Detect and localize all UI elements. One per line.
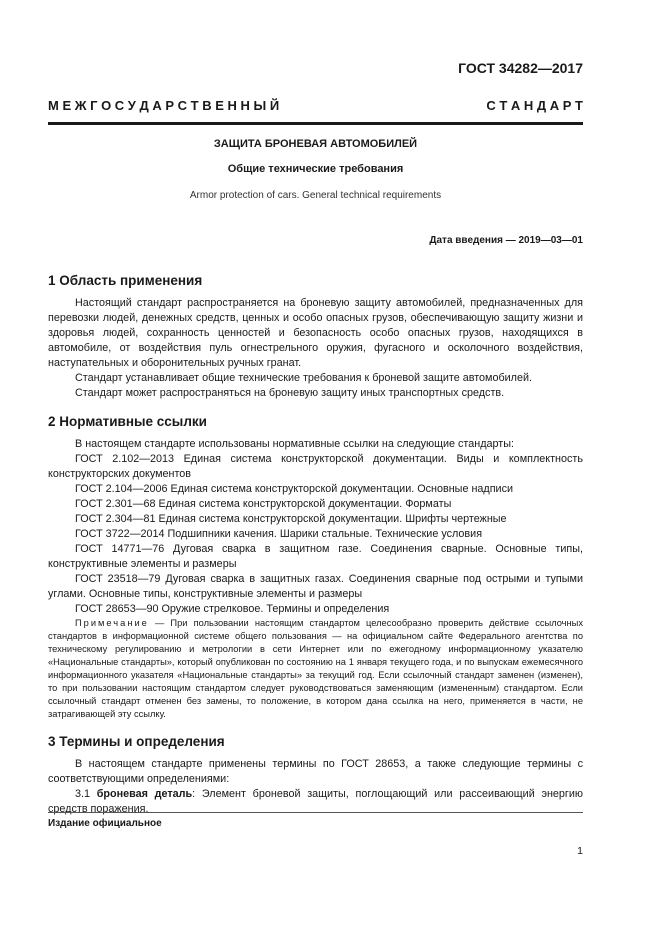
section-terms bbox=[48, 733, 583, 817]
paragraph: Стандарт устанавливает общие технические требования к броневой защите автомобилей. bbox=[75, 372, 533, 384]
section-heading: 1 Область применения bbox=[48, 273, 203, 288]
note bbox=[48, 617, 583, 721]
section-scope bbox=[48, 272, 583, 401]
note-label: Примечание bbox=[75, 618, 149, 628]
english-title: Armor protection of cars. General technical requirements bbox=[189, 190, 442, 201]
section-heading: 3 Термины и определения bbox=[48, 734, 225, 749]
reference-item: ГОСТ 3722—2014 Подшипники качения. Шарики стальные. Технические условия bbox=[75, 528, 483, 540]
page-number: 1 bbox=[577, 845, 583, 857]
reference-item: ГОСТ 2.102—2013 Единая система конструкторской документации. Виды и комплектность конструкторских документов bbox=[48, 453, 583, 480]
definition-text: : Элемент броневой защиты, поглощающий или рассеивающий энергию средств поражения. bbox=[48, 788, 583, 815]
interstate-standard-banner bbox=[48, 98, 583, 113]
paragraph: Настоящий стандарт распространяется на броневую защиту автомобилей, предназначенных для перевозки людей, денежных средств, ценных и особо опасных грузов, обеспечивающую защиту жизни и здоровья людей, сохранность ценностей и безопасность особо опасных грузов, находящихся в автомобиле, от воздействия пуль огнестрельного оружия, фугасного и осколочного воздействия, наступательных и оборонительных ручных гранат. bbox=[48, 297, 583, 369]
definition-term: броневая деталь bbox=[96, 788, 193, 800]
reference-item: ГОСТ 28653—90 Оружие стрелковое. Термины и определения bbox=[75, 603, 390, 615]
section-heading: 2 Нормативные ссылки bbox=[48, 414, 207, 429]
interstate-label: М Е Ж Г О С У Д А Р С Т В Е Н Н Ы Й bbox=[48, 98, 280, 113]
document-body bbox=[48, 272, 583, 829]
footer-rule bbox=[48, 812, 583, 813]
document-subtitle: Общие технические требования bbox=[227, 163, 404, 175]
header-rule bbox=[48, 122, 583, 125]
note-text: — При пользовании настоящим стандартом целесообразно проверить действие ссылочных стандартов в информационной системе общего пользования — на официальном сайте Федерального агентства по техническому регулированию и метрологии в сети Интернет или по ежегодному информационному указателю «Национальные стандарты», который опубликован по состоянию на 1 января текущего года, и по выпускам ежемесячного информационного указателя «Национальные стандарты» за текущий год. Если ссылочный стандарт заменен (изменен), то при пользовании настоящим стандартом следует руководствоваться заменяющим (измененным) стандартом. Если ссылочный стандарт отменен без замены, то положение, в котором дана ссылка на него, применяется в части, не затрагивающей эту ссылку. bbox=[48, 618, 583, 719]
reference-item: ГОСТ 23518—79 Дуговая сварка в защитных газах. Соединения сварные под острыми и тупыми углами. Основные типы, конструктивные элементы и размеры bbox=[48, 573, 583, 600]
introduction-date: Дата введения — 2019—03—01 bbox=[429, 235, 583, 246]
official-edition: Издание официальное bbox=[48, 818, 162, 829]
definition-number: 3.1 bbox=[75, 788, 97, 800]
paragraph: Стандарт может распространяться на броневую защиту иных транспортных средств. bbox=[75, 387, 505, 399]
reference-item: ГОСТ 14771—76 Дуговая сварка в защитном газе. Соединения сварные. Основные типы, конструктивные элементы и размеры bbox=[48, 543, 583, 570]
document-title: ЗАЩИТА БРОНЕВАЯ АВТОМОБИЛЕЙ bbox=[213, 138, 418, 150]
standard-label: С Т А Н Д А Р Т bbox=[486, 98, 583, 113]
paragraph: В настоящем стандарте применены термины по ГОСТ 28653, а также следующие термины с соответствующими определениями: bbox=[48, 758, 583, 785]
section-normative-references bbox=[48, 413, 583, 721]
reference-item: ГОСТ 2.301—68 Единая система конструкторской документации. Форматы bbox=[75, 498, 452, 510]
reference-item: ГОСТ 2.104—2006 Единая система конструкторской документации. Основные надписи bbox=[75, 483, 514, 495]
reference-item: ГОСТ 2.304—81 Единая система конструкторской документации. Шрифты чертежные bbox=[75, 513, 507, 525]
paragraph: В настоящем стандарте использованы нормативные ссылки на следующие стандарты: bbox=[75, 438, 514, 450]
document-code: ГОСТ 34282—2017 bbox=[458, 60, 583, 76]
